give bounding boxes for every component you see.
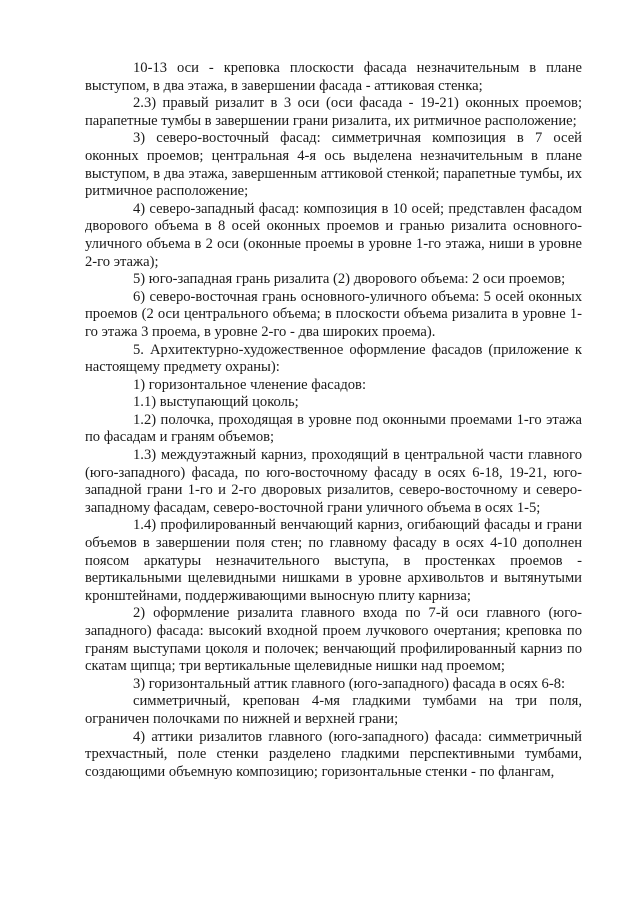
paragraph-horizontal-attic: 3) горизонтальный аттик главного (юго-западного) фасада в осях 6-8: <box>133 675 566 692</box>
paragraph-shelf: 1.2) полочка, проходящая в уровне под оконными проемами 1-го этажа по фасадам и граням объемов; <box>85 411 582 446</box>
paragraph-interfloor-cornice: 1.3) междуэтажный карниз, проходящий в центральной части главного (юго-западного) фасада, по юго-восточному фасаду в осях 6-18, 19-21, юго-западной грани 1-го и 2-го дворовых ризалитов, северо-восточному и северо-западному фасадам, северо-восточной грани уличного объема в осях 1-5; <box>85 447 582 516</box>
paragraph-northeast-edge: 6) северо-восточная грань основного-уличного объема: 5 осей оконных проемов (2 оси центрального объема; в плоскости объема ризалита в уровне 1-го этажа 3 проема, в уровне 2-го - два широких проема). <box>85 288 582 340</box>
paragraph-horizontal-division: 1) горизонтальное членение фасадов: <box>133 376 366 393</box>
paragraph-right-risalit: 2.3) правый ризалит в 3 оси (оси фасада - 19-21) оконных проемов; парапетные тумбы в завершении грани ризалита, их ритмичное расположение; <box>85 95 582 129</box>
paragraph-axes-10-13: 10-13 оси - креповка плоскости фасада незначительным в плане выступом, в два этажа, в завершении фасада - аттиковая стенка; <box>85 60 582 94</box>
paragraph-risalit-attics: 4) аттики ризалитов главного (юго-западного) фасада: симметричный трехчастный, поле стенки разделено гладкими перспективными тумбами, создающими объемную композицию; горизонтальные стенки - по флангам, <box>85 728 582 780</box>
paragraph-crowning-cornice: 1.4) профилированный венчающий карниз, огибающий фасады и грани объемов в завершении поля стен; по главному фасаду в осях 4-10 дополнен поясом аркатуры незначительного выступа, в простенках проемов - вертикальными щелевидными нишками в уровне архивольтов и вытянутыми кронштейнами, поддерживающими выносную плиту карниза; <box>85 517 582 604</box>
paragraph-main-entrance-risalit: 2) оформление ризалита главного входа по 7-й оси главного (юго-западного) фасада: высокий входной проем лучкового очертания; креповка по граням выступами цоколя и полочек; венчающий профилированный карниз по скатам щипца; три вертикальные щелевидные нишки над проемом; <box>85 605 582 675</box>
section-heading-facade-decoration: 5. Архитектурно-художественное оформление фасадов (приложение к настоящему предмету охраны): <box>85 341 582 376</box>
paragraph-symmetric-attic: симметричный, крепован 4-мя гладкими тумбами на три поля, ограничен полочками по нижней и верхней грани; <box>85 693 582 727</box>
paragraph-plinth: 1.1) выступающий цоколь; <box>133 394 299 411</box>
paragraph-northeast-facade: 3) северо-восточный фасад: симметричная композиция в 7 осей оконных проемов; центральная 4-я ось выделена незначительным в плане выступом, в два этажа, завершенным аттиковой стенкой; парапетные тумбы, их ритмичное расположение; <box>85 130 582 200</box>
paragraph-southwest-edge: 5) юго-западная грань ризалита (2) дворового объема: 2 оси проемов; <box>133 271 566 288</box>
paragraph-northwest-facade: 4) северо-западный фасад: композиция в 10 осей; представлен фасадом дворового объема в 8 осей оконных проемов и гранью ризалита основного-уличного объема в 2 оси (оконные проемы в уровне 1-го этажа, ниши в уровне 2-го этажа); <box>85 200 582 270</box>
